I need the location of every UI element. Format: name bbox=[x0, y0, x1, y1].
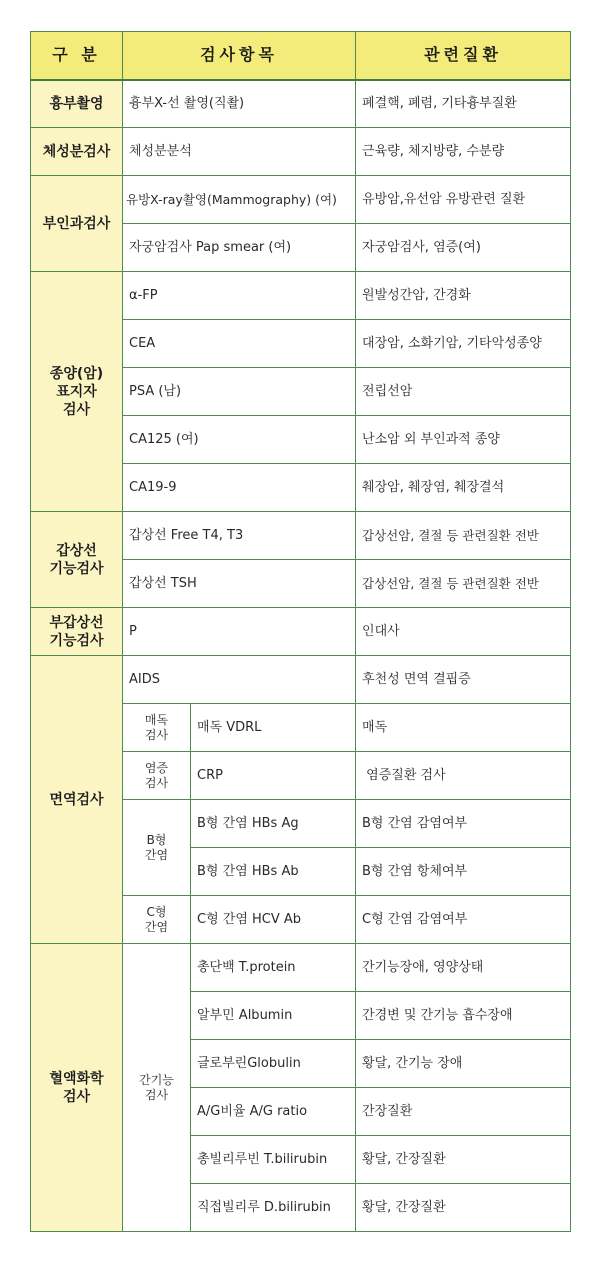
item-cell: 알부민 Albumin bbox=[191, 992, 356, 1040]
disease-cell: 췌장암, 췌장염, 췌장결석 bbox=[356, 464, 571, 512]
subcategory-line: 매독 bbox=[144, 712, 169, 727]
category-cell: 흉부촬영 bbox=[31, 80, 123, 128]
subcategory-line: 염증 bbox=[144, 760, 169, 775]
category-cell bbox=[31, 944, 123, 1232]
checkup-table bbox=[30, 31, 571, 1232]
item-cell: CA125 (여) bbox=[123, 416, 356, 464]
category-line: 혈액화학 bbox=[49, 1070, 104, 1087]
table-row bbox=[31, 80, 571, 128]
disease-cell: 원발성간암, 간경화 bbox=[356, 272, 571, 320]
category-line: 검사 bbox=[62, 401, 91, 418]
item-cell: CEA bbox=[123, 320, 356, 368]
item-cell: PSA (남) bbox=[123, 368, 356, 416]
header-row bbox=[31, 32, 571, 80]
disease-cell: 갑상선암, 결절 등 관련질환 전반 bbox=[356, 512, 571, 560]
disease-cell: 대장암, 소화기암, 기타악성종양 bbox=[356, 320, 571, 368]
table-row bbox=[31, 128, 571, 176]
disease-cell: 간경변 및 간기능 흡수장애 bbox=[356, 992, 571, 1040]
disease-cell: 폐결핵, 폐렴, 기타흉부질환 bbox=[356, 80, 571, 128]
category-cell bbox=[31, 272, 123, 512]
item-cell: 매독 VDRL bbox=[191, 704, 356, 752]
disease-cell: 매독 bbox=[356, 704, 571, 752]
item-cell: 갑상선 Free T4, T3 bbox=[123, 512, 356, 560]
table-row bbox=[31, 608, 571, 656]
item-cell: 유방X-ray촬영(Mammography) (여) bbox=[123, 176, 356, 224]
disease-cell: 난소암 외 부인과적 종양 bbox=[356, 416, 571, 464]
category-cell: 면역검사 bbox=[31, 656, 123, 944]
category-cell bbox=[31, 512, 123, 608]
disease-cell: 황달, 간장질환 bbox=[356, 1136, 571, 1184]
subcategory-line: B형 bbox=[146, 832, 167, 847]
item-cell: CRP bbox=[191, 752, 356, 800]
item-cell: 갑상선 TSH bbox=[123, 560, 356, 608]
disease-cell: 근육량, 체지방량, 수분량 bbox=[356, 128, 571, 176]
category-cell: 체성분검사 bbox=[31, 128, 123, 176]
subcategory-cell bbox=[123, 896, 191, 944]
disease-cell: 간기능장애, 영양상태 bbox=[356, 944, 571, 992]
subcategory-line: 간염 bbox=[144, 847, 169, 862]
subcategory-line: 검사 bbox=[144, 727, 169, 742]
item-cell: P bbox=[123, 608, 356, 656]
disease-cell: 황달, 간기능 장애 bbox=[356, 1040, 571, 1088]
item-cell: 흉부X-선 촬영(직촬) bbox=[123, 80, 356, 128]
disease-cell: 염증질환 검사 bbox=[356, 752, 571, 800]
disease-cell: 후천성 면역 결핍증 bbox=[356, 656, 571, 704]
disease-cell: B형 간염 감염여부 bbox=[356, 800, 571, 848]
subcategory-cell bbox=[123, 800, 191, 896]
subcategory-line: 검사 bbox=[144, 775, 169, 790]
table-row bbox=[31, 944, 571, 992]
disease-cell: C형 간염 감염여부 bbox=[356, 896, 571, 944]
item-cell: 직접빌리루 D.bilirubin bbox=[191, 1184, 356, 1232]
category-cell bbox=[31, 608, 123, 656]
subcategory-line: C형 bbox=[146, 904, 167, 919]
subcategory-line: 간기능 bbox=[139, 1072, 174, 1087]
disease-cell: 황달, 간장질환 bbox=[356, 1184, 571, 1232]
item-cell: 글로부린Globulin bbox=[191, 1040, 356, 1088]
subcategory-cell bbox=[123, 944, 191, 1232]
table-row bbox=[31, 656, 571, 704]
category-line: 갑상선 bbox=[56, 542, 97, 559]
header-disease: 관련질환 bbox=[356, 32, 571, 80]
category-line: 부갑상선 bbox=[49, 614, 104, 631]
disease-cell: 갑상선암, 결절 등 관련질환 전반 bbox=[356, 560, 571, 608]
item-cell: 체성분분석 bbox=[123, 128, 356, 176]
header-category: 구 분 bbox=[31, 32, 123, 80]
item-cell: A/G비율 A/G ratio bbox=[191, 1088, 356, 1136]
table-row bbox=[31, 272, 571, 320]
item-cell: C형 간염 HCV Ab bbox=[191, 896, 356, 944]
table-row bbox=[31, 512, 571, 560]
item-cell: AIDS bbox=[123, 656, 356, 704]
disease-cell: 유방암,유선암 유방관련 질환 bbox=[356, 176, 571, 224]
item-cell: B형 간염 HBs Ab bbox=[191, 848, 356, 896]
subcategory-line: 간염 bbox=[144, 919, 169, 934]
subcategory-cell bbox=[123, 752, 191, 800]
category-line: 표지자 bbox=[56, 383, 97, 400]
item-cell: B형 간염 HBs Ag bbox=[191, 800, 356, 848]
category-line: 기능검사 bbox=[49, 560, 104, 577]
item-cell: 자궁암검사 Pap smear (여) bbox=[123, 224, 356, 272]
header-item: 검사항목 bbox=[123, 32, 356, 80]
category-cell: 부인과검사 bbox=[31, 176, 123, 272]
item-cell: α-FP bbox=[123, 272, 356, 320]
disease-cell: 전립선암 bbox=[356, 368, 571, 416]
category-line: 종양(암) bbox=[49, 365, 104, 382]
category-line: 기능검사 bbox=[49, 632, 104, 649]
subcategory-line: 검사 bbox=[144, 1087, 169, 1102]
disease-cell: B형 간염 항체여부 bbox=[356, 848, 571, 896]
category-line: 검사 bbox=[62, 1088, 91, 1105]
disease-cell: 인대사 bbox=[356, 608, 571, 656]
disease-cell: 자궁암검사, 염증(여) bbox=[356, 224, 571, 272]
subcategory-cell bbox=[123, 704, 191, 752]
table-row bbox=[31, 176, 571, 224]
item-cell: CA19-9 bbox=[123, 464, 356, 512]
item-cell: 총단백 T.protein bbox=[191, 944, 356, 992]
item-cell: 총빌리루빈 T.bilirubin bbox=[191, 1136, 356, 1184]
disease-cell: 간장질환 bbox=[356, 1088, 571, 1136]
